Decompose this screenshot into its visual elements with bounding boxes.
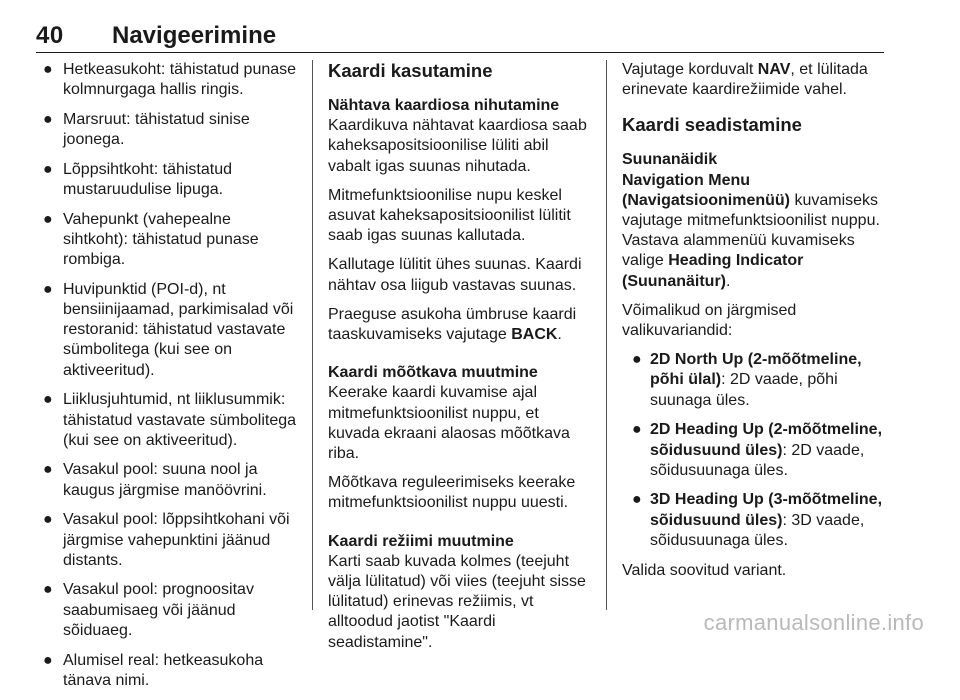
bullet-icon: ● [43,651,53,669]
paragraph: Keerake kaardi kuvamise ajal mitmefunktsioonilist nuppu, et kuvada ekraani alaosas mõõtkava riba. [328,384,570,463]
paragraph: Valida soovitud variant. [622,561,787,579]
column-divider [606,60,607,610]
bullet-icon: ● [43,210,53,228]
bullet-icon: ● [43,391,53,409]
list-item: ● Lõppsihtkoht: tähistatud mustaruudulise lipuga. [43,160,233,199]
paragraph: Kallutage lülitit ühes suunas. Kaardi nähtav osa liigub vastavas suunas. [328,256,582,294]
subheading-scroll: Nähtava kaardiosa nihutamine [328,97,560,114]
paragraph: Vajutage korduvalt NAV, et lülitada erinevate kaardirežiimide vahel. [622,61,868,99]
bullet-icon: ● [43,511,53,529]
back-key-label: BACK [511,326,558,344]
list-item: ● Huvipunktid (POI-d), nt bensiinijaamad, parkimisalad või restoranid: tähistatud vastavate sümbolitega (kui see on aktiveeritud). [43,280,294,379]
subheading-mode: Kaardi režiimi muutmine [328,532,514,550]
list-item: ● Liiklusjuhtumid, nt liiklusummik: tähistatud vastavate sümbolitega (kui see on aktiveeritud). [43,391,297,449]
list-item: ● Vahepunkt (vahepealne sihtkoht): tähistatud punase rombiga. [43,210,259,269]
bullet-icon: ● [43,280,53,298]
paragraph: Navigation Menu (Navigatsioonimenüü) kuvamiseks vajutage mitmefunktsioonilist nuppu. Vastava alammenüü kuvamiseks valige Heading Indicator (Suunanäitur). [622,171,880,290]
paragraph: Praeguse asukoha ümbruse kaardi taaskuvamiseks vajutage BACK. [328,305,577,344]
bullet-icon: ● [632,421,642,439]
paragraph: Karti saab kuvada kolmes (teejuht välja lülitatud) või viies (teejuht sisse lülitatud) erinevas režiimis, vt alltoodud jaotist "Kaardi seadistamine". [328,552,586,651]
right-column [622,60,888,590]
column-divider [312,60,313,610]
paragraph: Mõõtkava reguleerimiseks keerake mitmefunktsioonilist nuppu uuesti. [328,474,576,512]
paragraph: Mitmefunktsioonilise nupu keskel asuvat kaheksapositsioonilist lülitit saab igas suunas kallutada. [328,186,571,245]
list-item: ● 3D Heading Up (3-mõõtmeline, sõidusuund üles): 3D vaade, sõidusuunaga üles. [632,491,883,549]
list-item: ● Marsruut: tähistatud sinise joonega. [43,110,250,149]
list-item: ● Vasakul pool: suuna nool ja kaugus järgmise manöövrini. [43,461,267,499]
page-number: 40 [36,22,64,49]
bullet-icon: ● [43,110,53,128]
nav-key-label: NAV [757,61,791,78]
subheading-scale: Kaardi mõõtkava muutmine [328,364,538,382]
list-item: ● 2D Heading Up (2-mõõtmeline, sõidusuund üles): 2D vaade, sõidusuunaga üles. [632,421,883,479]
middle-column [328,60,592,662]
section-heading-map-usage: Kaardi kasutamine [328,60,493,81]
header-divider [36,52,884,53]
bullet-icon: ● [43,461,53,479]
map-symbols-list [38,60,300,691]
list-item: ● Hetkeasukoht: tähistatud punase kolmnurgaga hallis ringis. [43,61,297,99]
subheading-heading-indicator: Suunanäidik [622,151,718,169]
watermark: carmanualsonline.info [703,610,924,635]
page-title: Navigeerimine [112,22,277,49]
menu-name: Navigation Menu (Navigatsioonimenüü) [622,171,791,209]
bullet-icon: ● [43,61,53,78]
paragraph: Võimalikud on järgmised valikuvariandid: [622,301,797,340]
menu-name: Heading Indicator (Suunanäitur) [622,252,804,290]
list-item: ● Vasakul pool: prognoositav saabumisaeg või jäänud sõiduaeg. [43,581,254,639]
paragraph: Kaardikuva nähtavat kaardiosa saab kaheksapositsioonilise lüliti abil vabalt igas suunas nihutada. [328,117,587,175]
bullet-icon: ● [43,160,53,178]
list-item: ● Vasakul pool: lõppsihtkohani või järgmise vahepunktini jäänud distants. [43,511,290,569]
list-item: ● 2D North Up (2-mõõtmeline, põhi ülal): 2D vaade, põhi suunaga üles. [632,351,862,409]
section-heading-map-settings: Kaardi seadistamine [622,114,802,136]
view-options-list [622,350,888,551]
left-column [38,60,300,700]
bullet-icon: ● [632,491,642,509]
bullet-icon: ● [43,581,53,599]
bullet-icon: ● [632,351,642,369]
list-item: ● Alumisel real: hetkeasukoha tänava nimi. [43,651,264,689]
